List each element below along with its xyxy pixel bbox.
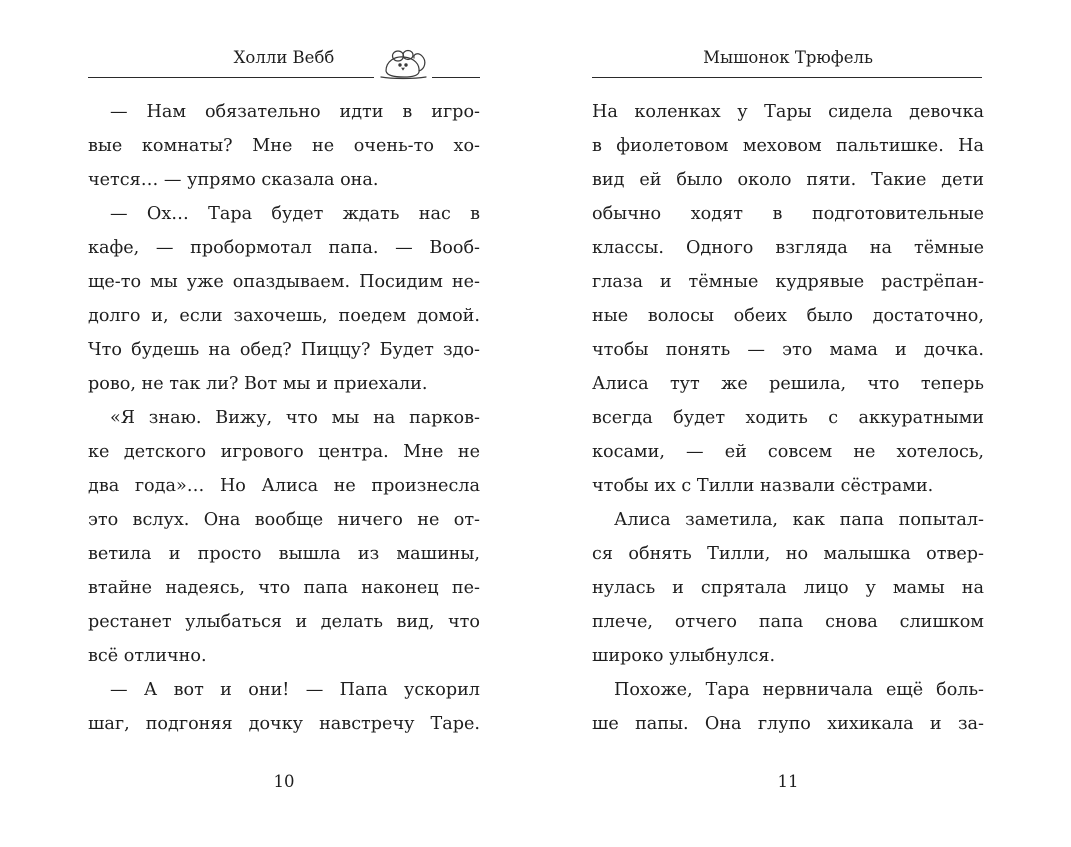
left-page [88, 0, 480, 847]
left-body-text [88, 95, 480, 741]
header-rule-left-end [432, 77, 480, 78]
text-line: — А вот и они! — Папа ускорил [110, 680, 480, 700]
text-line: чтобы понять — это мама и дочка. [592, 340, 984, 360]
text-line: всегда будет ходить с аккуратными [592, 408, 984, 428]
text-line: всё отлично. [88, 646, 207, 666]
running-head-title: Мышонок Трюфель [703, 48, 873, 67]
text-line: косами, — ей совсем не хотелось, [592, 442, 984, 462]
text-line: вые комнаты? Мне не очень-то хо- [88, 136, 480, 156]
text-line: Алиса тут же решила, что теперь [592, 374, 984, 394]
text-line: нулась и спрятала лицо у мамы на [592, 578, 984, 598]
text-line: втайне надеясь, что папа наконец пе- [88, 578, 480, 598]
text-line: долго и, если захочешь, поедем домой. [88, 306, 480, 326]
text-line: рестанет улыбаться и делать вид, что [88, 612, 480, 632]
header-rule-left [88, 77, 374, 78]
text-line: шаг, подгоняя дочку навстречу Таре. [88, 714, 480, 734]
text-line: На коленках у Тары сидела девочка [592, 102, 984, 122]
mouse-icon [378, 44, 430, 82]
text-line: два года»… Но Алиса не произнесла [88, 476, 480, 496]
text-line: рово, не так ли? Вот мы и приехали. [88, 374, 428, 394]
text-line: чется… — упрямо сказала она. [88, 170, 379, 190]
text-line: вид ей было около пяти. Такие дети [592, 170, 984, 190]
text-line: чтобы их с Тилли назвали сёстрами. [592, 476, 934, 496]
header-rule-right [592, 77, 982, 78]
page-number-right: 11 [777, 772, 799, 791]
text-line: глаза и тёмные кудрявые растрёпан- [592, 272, 984, 292]
text-line: «Я знаю. Вижу, что мы на парков- [110, 408, 480, 428]
text-line: Что будешь на обед? Пиццу? Будет здо- [88, 340, 480, 360]
text-line: плече, отчего папа снова слишком [592, 612, 984, 632]
text-line: классы. Одного взгляда на тёмные [592, 238, 984, 258]
text-line: — Ох… Тара будет ждать нас в [110, 204, 480, 224]
right-page [592, 0, 984, 847]
text-line: ные волосы обеих было достаточно, [592, 306, 984, 326]
text-line: в фиолетовом меховом пальтишке. На [592, 136, 984, 156]
text-line: — Нам обязательно идти в игро- [110, 102, 480, 122]
text-line: кафе, — пробормотал папа. — Вооб- [88, 238, 480, 258]
text-line: ще-то мы уже опаздываем. Посидим не- [88, 272, 480, 292]
right-body-text [592, 95, 984, 741]
text-line: ся обнять Тилли, но малышка отвер- [592, 544, 984, 564]
text-line: Похоже, Тара нервничала ещё боль- [614, 680, 984, 700]
text-line: ветила и просто вышла из машины, [88, 544, 480, 564]
text-line: широко улыбнулся. [592, 646, 776, 666]
text-line: ке детского игрового центра. Мне не [88, 442, 480, 462]
text-line: это вслух. Она вообще ничего не от- [88, 510, 480, 530]
page-number-left: 10 [273, 772, 295, 791]
running-head-author: Холли Вебб [233, 48, 335, 67]
text-line: Алиса заметила, как папа попытал- [614, 510, 984, 530]
text-line: обычно ходят в подготовительные [592, 204, 984, 224]
text-line: ше папы. Она глупо хихикала и за- [592, 714, 984, 734]
